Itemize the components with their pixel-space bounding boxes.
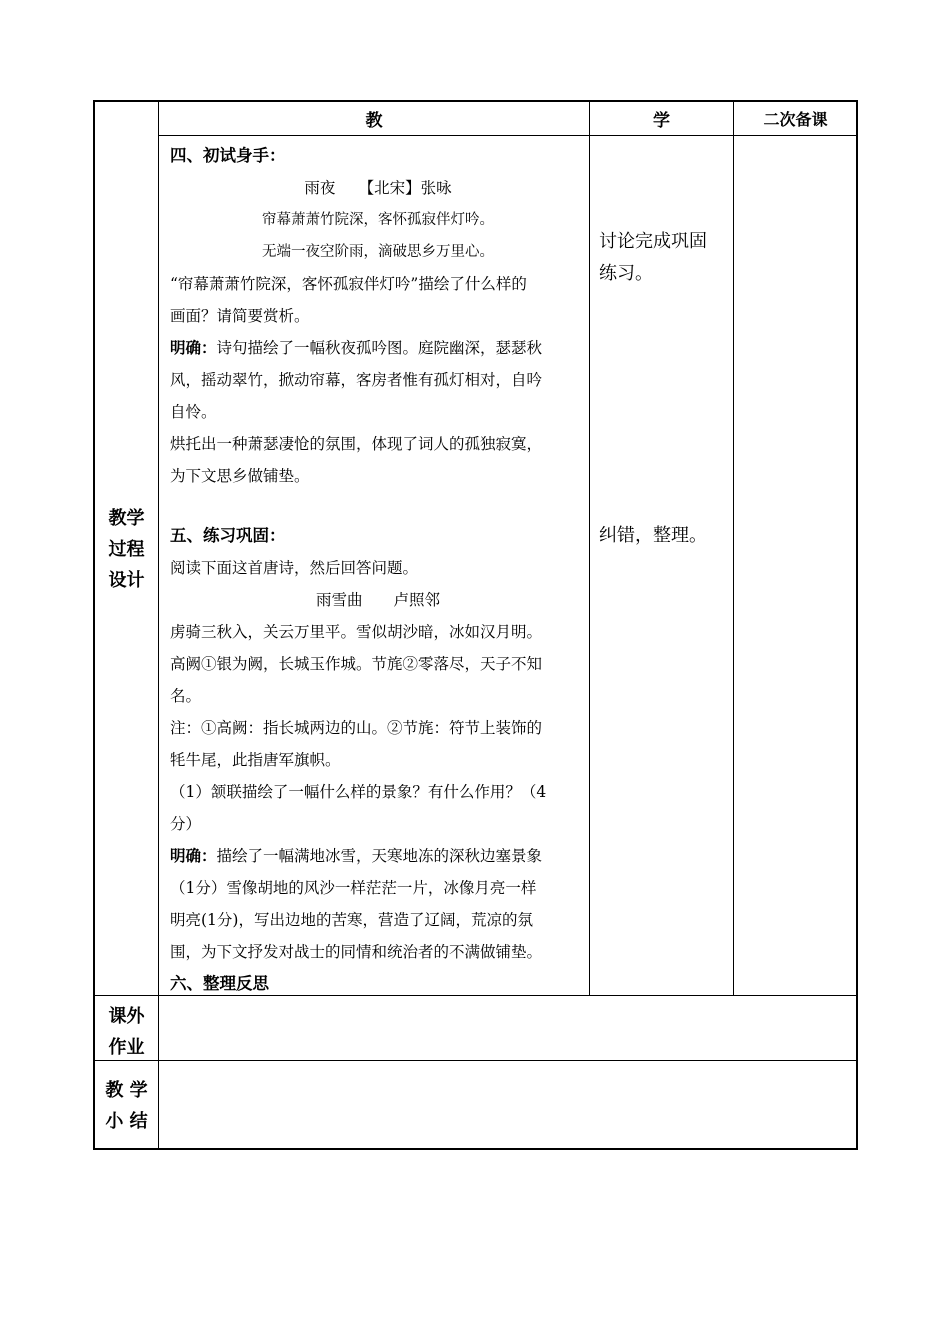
poem2-line: 虏骑三秋入，关云万里平。雪似胡沙暗，冰如汉月明。 bbox=[170, 623, 543, 641]
header-second-prep: 二次备课 bbox=[763, 109, 828, 129]
poem2-line: 名。 bbox=[170, 687, 202, 705]
header-teach: 教 bbox=[365, 110, 383, 131]
poem2-title: 雨雪曲 卢照邻 bbox=[315, 591, 440, 609]
student-note-discuss: 讨论完成巩固 练习。 bbox=[599, 231, 707, 284]
answer-2: 明亮(1分)，写出边地的苦寒，营造了辽阔，荒凉的氛 bbox=[170, 911, 533, 929]
answer-2: 明确：描绘了一幅满地冰雪，天寒地冻的深秋边塞景象 bbox=[170, 846, 543, 865]
question-1: “帘幕萧萧竹院深，客怀孤寂伴灯吟”描绘了什么样的 bbox=[170, 275, 527, 293]
row-label-summary: 教 学 小 结 bbox=[105, 1080, 148, 1132]
answer-1: 自怜。 bbox=[170, 403, 217, 421]
question-2: 分） bbox=[170, 815, 202, 833]
divider-label-column bbox=[158, 100, 159, 1150]
header-learn: 学 bbox=[653, 110, 670, 131]
teaching-content bbox=[170, 140, 586, 1000]
exercise-intro: 阅读下面这首唐诗，然后回答问题。 bbox=[170, 559, 419, 577]
divider-teach-learn bbox=[589, 100, 590, 995]
answer-1-more: 为下文思乡做铺垫。 bbox=[170, 467, 310, 485]
answer-2: （1分）雪像胡地的风沙一样茫茫一片，冰像月亮一样 bbox=[170, 879, 537, 897]
section-6-title: 六、整理反思 bbox=[170, 974, 269, 993]
row-label-process: 教学 过程 设计 bbox=[108, 508, 145, 591]
section-4-title: 四、初试身手： bbox=[170, 146, 286, 165]
row-label-homework: 课外 作业 bbox=[108, 1006, 145, 1058]
answer-1-more: 烘托出一种萧瑟凄怆的氛围，体现了词人的孤独寂寞， bbox=[170, 435, 543, 453]
question-1: 画面？请简要赏析。 bbox=[170, 307, 310, 325]
poem1-line: 帘幕萧萧竹院深，客怀孤寂伴灯吟。 bbox=[262, 212, 494, 228]
poem2-line: 高阙①银为阙，长城玉作城。节旄②零落尽，天子不知 bbox=[170, 655, 543, 673]
poem1-line: 无端一夜空阶雨，滴破思乡万里心。 bbox=[262, 244, 494, 260]
answer-label: 明确： bbox=[170, 846, 217, 865]
question-2: （1）颔联描绘了一幅什么样的景象？有什么作用？（4 bbox=[170, 783, 547, 801]
divider-learn-prep bbox=[733, 100, 734, 995]
answer-label: 明确： bbox=[170, 338, 217, 357]
section-5-title: 五、练习巩固： bbox=[170, 526, 286, 545]
poem-note: 注：①高阙：指长城两边的山。②节旄：符节上装饰的 bbox=[170, 719, 543, 737]
poem1-title: 雨夜 【北宋】张咏 bbox=[304, 179, 452, 197]
answer-1: 明确：诗句描绘了一幅秋夜孤吟图。庭院幽深，瑟瑟秋 bbox=[170, 338, 543, 357]
divider-summary-row bbox=[93, 1060, 858, 1061]
answer-1: 风，摇动翠竹，掀动帘幕，客房者惟有孤灯相对，自吟 bbox=[170, 371, 543, 389]
poem-note: 牦牛尾，此指唐军旗帜。 bbox=[170, 751, 341, 769]
answer-2: 围，为下文抒发对战士的同情和统治者的不满做铺垫。 bbox=[170, 943, 543, 961]
divider-header-row bbox=[158, 135, 858, 136]
student-note-correct: 纠错，整理。 bbox=[599, 525, 707, 546]
